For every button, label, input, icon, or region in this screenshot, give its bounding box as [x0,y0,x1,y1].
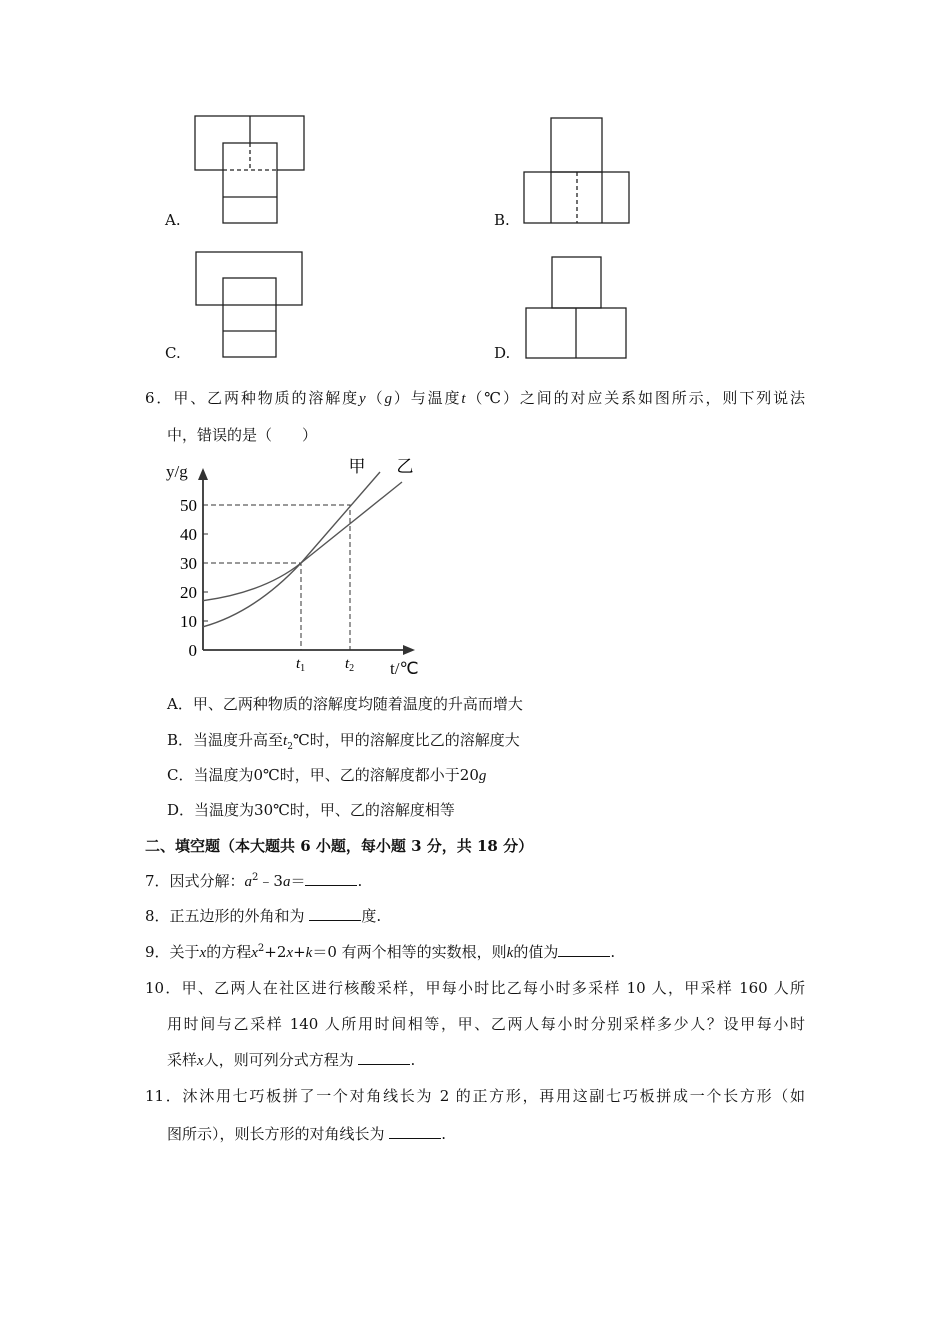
text: +2 [264,943,287,961]
question-8 [145,906,381,926]
text: 8．正五边形的外角和为 [145,907,310,925]
text: （℃）之间的对应关系如图所示，则下列说法 [465,389,805,407]
var: a [244,874,253,890]
text: C．当温度为0℃时，甲、乙的溶解度都小于20 [167,766,479,784]
y-axis-label: y/g [166,462,188,481]
answer-blank[interactable] [309,906,361,921]
option-6b [167,730,520,751]
question-11-line-1: 11．沐沐用七巧板拼了一个对角线长为 2 的正方形，再用这副七巧板拼成一个长方形（如 [145,1087,805,1105]
y-tick-label: 10 [180,612,197,631]
question-6-line-2: 中，错误的是（ ） [167,426,318,444]
option-c-figure [196,252,302,357]
option-c-label: C. [165,344,181,362]
text: B．当温度升高至 [167,731,284,749]
question-6-line-1 [145,388,805,409]
series-yi-label: 乙 [396,457,414,477]
question-10-line-1: 10．甲、乙两人在社区进行核酸采样，甲每小时比乙每小时多采样 10 人，甲采样 160 人所 [145,979,805,997]
text: 度. [361,907,382,925]
x-tick-t2: $t_2$ [345,656,355,674]
text: . [357,872,363,890]
text: ＝ [290,872,306,890]
text: 人，则可列分式方程为 [203,1051,359,1069]
var: k [506,945,514,961]
x-axis-label: t/℃ [390,659,419,678]
answer-blank[interactable] [305,871,357,886]
text: 9．关于 [145,943,200,961]
var: a [282,874,291,890]
var: x [286,945,294,961]
option-a-figure [195,116,304,223]
option-a-label: A. [165,211,181,229]
var: x [197,1053,204,1069]
y-tick-label: 40 [180,525,197,544]
section-2-heading: 二、填空题（本大题共 6 小题，每小题 3 分，共 18 分） [145,837,534,855]
text: ＝0 有两个相等的实数根，则 [312,943,507,961]
y-tick-label: 0 [188,641,197,660]
var: x [199,945,207,961]
var: x [251,945,258,961]
var: k [305,945,313,961]
option-d-figure [526,257,626,358]
var: g [384,391,392,407]
series-yi-curve [203,482,402,601]
y-tick-label: 20 [180,583,197,602]
guide-line-t1 [203,563,301,650]
text: 7．因式分解： [145,872,245,890]
var: g [478,768,487,784]
subscript: 2 [287,742,293,752]
guide-line-t2 [203,505,350,650]
var: t [283,733,288,749]
series-jia-curve [203,472,380,627]
text: ﹣3 [258,872,283,890]
text: 的方程 [206,943,252,961]
text: （ [365,389,385,407]
text: 的值为 [513,943,559,961]
answer-blank[interactable] [389,1124,441,1139]
exponent: 2 [252,872,259,883]
text: ℃时，甲的溶解度比乙的溶解度大 [292,731,520,749]
exponent: 2 [257,943,265,954]
text: 图所示），则长方形的对角线长为 [167,1125,390,1143]
option-6d: D．当温度为30℃时，甲、乙的溶解度相等 [167,801,455,819]
option-b-label: B. [494,211,510,229]
text: 甲、乙两种物质的溶解度 [173,389,360,407]
text: + [293,943,306,961]
y-axis-arrow-icon [198,468,208,480]
question-number: 6． [145,389,174,407]
option-b-figure [524,118,629,223]
text: . [441,1125,447,1143]
question-10-line-2: 用时间与乙采样 140 人所用时间相等，甲、乙两人每小时分别采样多少人？设甲每小时 [167,1015,805,1033]
text: ）与温度 [391,389,462,407]
text: . [410,1051,416,1069]
var: t [461,391,466,407]
option-d-label: D. [494,344,511,362]
option-6a: A．甲、乙两种物质的溶解度均随着温度的升高而增大 [167,695,523,713]
text: . [610,943,616,961]
option-6c [167,765,486,786]
y-tick-label: 30 [180,554,197,573]
series-jia-label: 甲 [348,457,366,477]
var: y [359,391,366,407]
question-10-line-3 [167,1050,415,1071]
question-9 [145,942,615,963]
y-tick-label: 50 [180,496,197,515]
question-7 [145,871,362,892]
x-tick-t1: $t_1$ [296,656,306,674]
text: 采样 [167,1051,198,1069]
x-axis-arrow-icon [403,645,415,655]
question-11-line-2 [167,1124,446,1144]
answer-blank[interactable] [358,1050,410,1065]
answer-blank[interactable] [558,942,610,957]
solubility-chart [180,457,415,674]
